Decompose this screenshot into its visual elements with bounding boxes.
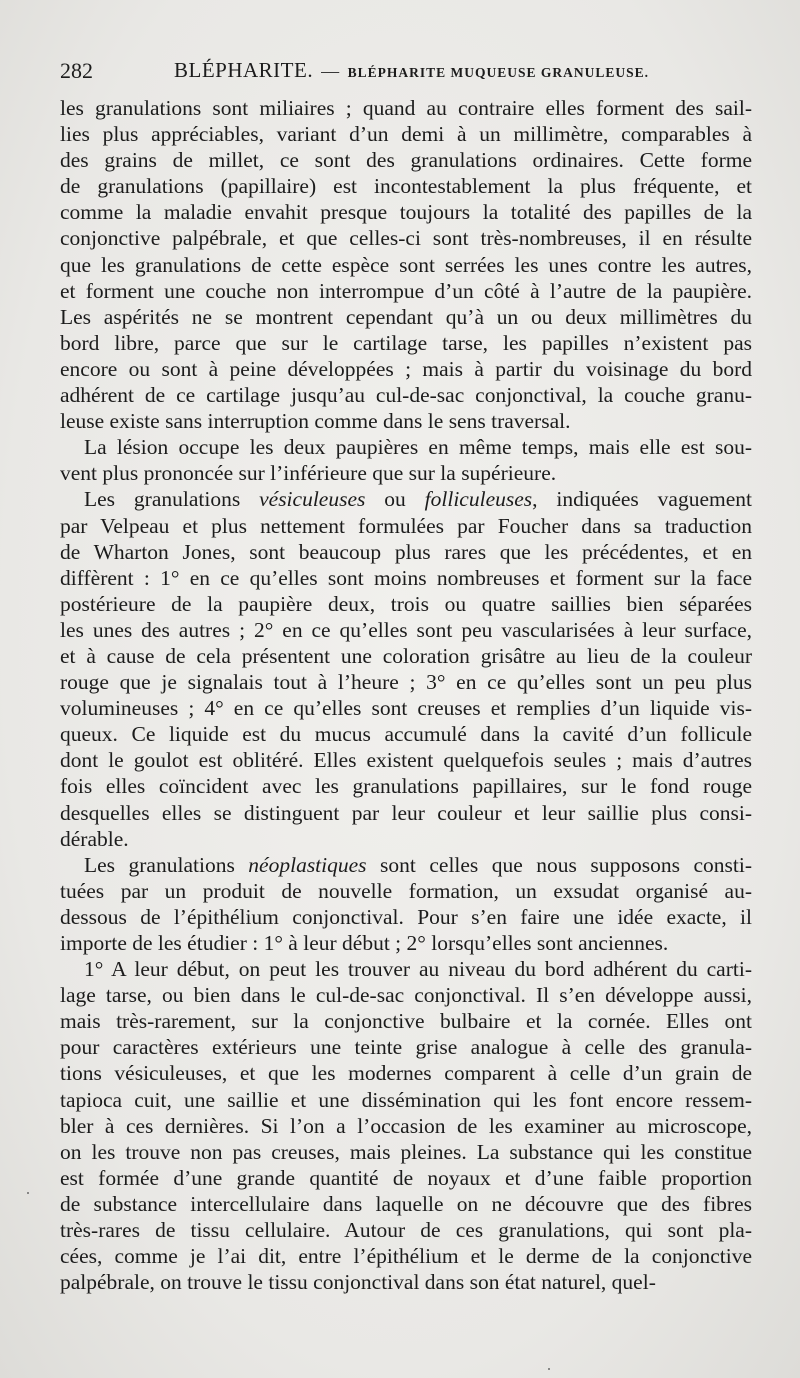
text-line: mais très-rarement, sur la conjonctive bulbaire et la cornée. Elles ont: [60, 1009, 752, 1034]
print-speck: [548, 1368, 550, 1370]
text-line: tuées par un produit de nouvelle formation, un exsudat organisé au-: [60, 878, 752, 903]
text-line: rouge que je signalais tout à l’heure ; 3° en ce qu’elles sont un peu plus: [60, 670, 752, 695]
print-speck: [27, 1192, 29, 1194]
text-line: les granulations sont miliaires ; quand au contraire elles forment des sail-: [60, 96, 752, 120]
text-line: palpébrale, on trouve le tissu conjonctival dans son état naturel, quel-: [60, 1270, 656, 1295]
text-line: fois elles coïncident avec les granulations papillaires, sur le fond rouge: [60, 774, 752, 799]
text-line: et à cause de cela présentent une coloration grisâtre au lieu de la couleur: [60, 643, 752, 668]
text-line: dont le goulot est oblitéré. Elles existent quelquefois seules ; mais d’autres: [60, 748, 752, 773]
text-line: pour caractères extérieurs une teinte grise analogue à celle des granula-: [60, 1035, 752, 1060]
text-line: conjonctive palpébrale, et que celles-ci sont très-nombreuses, il en résulte: [60, 226, 752, 251]
running-header: [60, 58, 750, 88]
text-line: est formée d’une grande quantité de noyaux et d’une faible proportion: [60, 1165, 752, 1190]
text-line: La lésion occupe les deux paupières en même temps, mais elle est sou-: [84, 435, 752, 460]
text-line: 1° A leur début, on peut les trouver au niveau du bord adhérent du carti-: [84, 957, 752, 982]
text-line: leuse existe sans interruption comme dans le sens traversal.: [60, 409, 571, 434]
text-line: lies plus appréciables, variant d’un demi à un millimètre, comparables à: [60, 122, 752, 147]
text-line: Les granulations néoplastiques sont celles que nous supposons consti-: [84, 852, 753, 877]
paragraph: [60, 434, 752, 486]
text-line: les unes des autres ; 2° en ce qu’elles sont peu vascularisées à leur surface,: [60, 617, 752, 642]
italic-term: vésiculeuses: [259, 487, 366, 512]
italic-term: folliculeuses: [424, 487, 533, 512]
section-subtitle: BLÉPHARITE MUQUEUSE GRANULEUSE.: [347, 65, 649, 80]
text-line: de granulations (papillaire) est incontestablement la plus fréquente, et: [60, 174, 752, 199]
text-line: postérieure de la paupière deux, trois ou quatre saillies bien séparées: [60, 591, 752, 616]
text-line: volumineuses ; 4° en ce qu’elles sont creuses et remplies d’un liquide vis-: [60, 696, 752, 721]
text-line: importe de les étudier : 1° à leur début ; 2° lorsqu’elles sont anciennes.: [60, 931, 669, 955]
text-line: des grains de millet, ce sont des granulations ordinaires. Cette forme: [60, 148, 752, 173]
text-line: tions vésiculeuses, et que les modernes comparent à celle d’un grain de: [60, 1061, 752, 1086]
text-line: queux. Ce liquide est du mucus accumulé dans la cavité d’un follicule: [60, 722, 752, 747]
text-line: bler à ces dernières. Si l’on a l’occasion de les examiner au microscope,: [60, 1113, 752, 1138]
text-line: cées, comme je l’ai dit, entre l’épithélium et le derme de la conjonctive: [60, 1244, 752, 1269]
text-line: très-rares de tissu cellulaire. Autour de ces granulations, qui sont pla-: [60, 1218, 752, 1243]
paragraph: [60, 486, 752, 851]
text-line: dérable.: [60, 826, 129, 851]
text-line: que les granulations de cette espèce sont serrées les unes contre les autres,: [60, 252, 752, 277]
text-line: de substance intercellulaire dans laquelle on ne découvre que des fibres: [60, 1191, 752, 1216]
text-line: de Wharton Jones, sont beaucoup plus rares que les précédentes, et en: [60, 539, 752, 564]
text-line: Les granulations vésiculeuses ou folliculeuses, indiquées vaguement: [84, 487, 753, 512]
text-line: Les aspérités ne se montrent cependant qu’à un ou deux millimètres du: [60, 304, 752, 329]
text-line: encore ou sont à peine développées ; mais à partir du voisinage du bord: [60, 356, 752, 381]
page-number: 282: [60, 58, 93, 83]
title-separator: —: [321, 61, 340, 81]
text-line: desquelles elles se distinguent par leur couleur et leur saillie plus consi-: [60, 800, 752, 825]
body-text: [60, 95, 752, 1295]
text-line: diffèrent : 1° en ce qu’elles sont moins nombreuses et forment sur la face: [60, 565, 752, 590]
text-line: adhérent de ce cartilage jusqu’au cul-de-sac conjonctival, la couche granu-: [60, 383, 752, 408]
italic-term: néoplastiques: [248, 852, 367, 877]
paragraph: [60, 852, 752, 956]
text-line: lage tarse, ou bien dans le cul-de-sac conjonctival. Il s’en développe aussi,: [60, 983, 752, 1008]
text-line: bord libre, parce que sur le cartilage tarse, les papilles n’existent pas: [60, 330, 752, 355]
paragraph: [60, 956, 752, 1295]
paragraph: [60, 95, 752, 434]
text-line: dessous de l’épithélium conjonctival. Pour s’en faire une idée exacte, il: [60, 904, 752, 929]
text-line: on les trouve non pas creuses, mais pleines. La substance qui les constitue: [60, 1139, 752, 1164]
text-line: et forment une couche non interrompue d’un côté à l’autre de la paupière.: [60, 278, 752, 303]
running-title: [174, 58, 649, 83]
text-line: tapioca cuit, une saillie et une dissémination qui les font encore ressem-: [60, 1087, 752, 1112]
chapter-title: BLÉPHARITE.: [174, 58, 314, 82]
text-line: par Velpeau et plus nettement formulées par Foucher dans sa traduction: [60, 513, 752, 538]
text-line: comme la maladie envahit presque toujours la totalité des papilles de la: [60, 200, 752, 225]
text-line: vent plus prononcée sur l’inférieure que sur la supérieure.: [60, 461, 557, 486]
